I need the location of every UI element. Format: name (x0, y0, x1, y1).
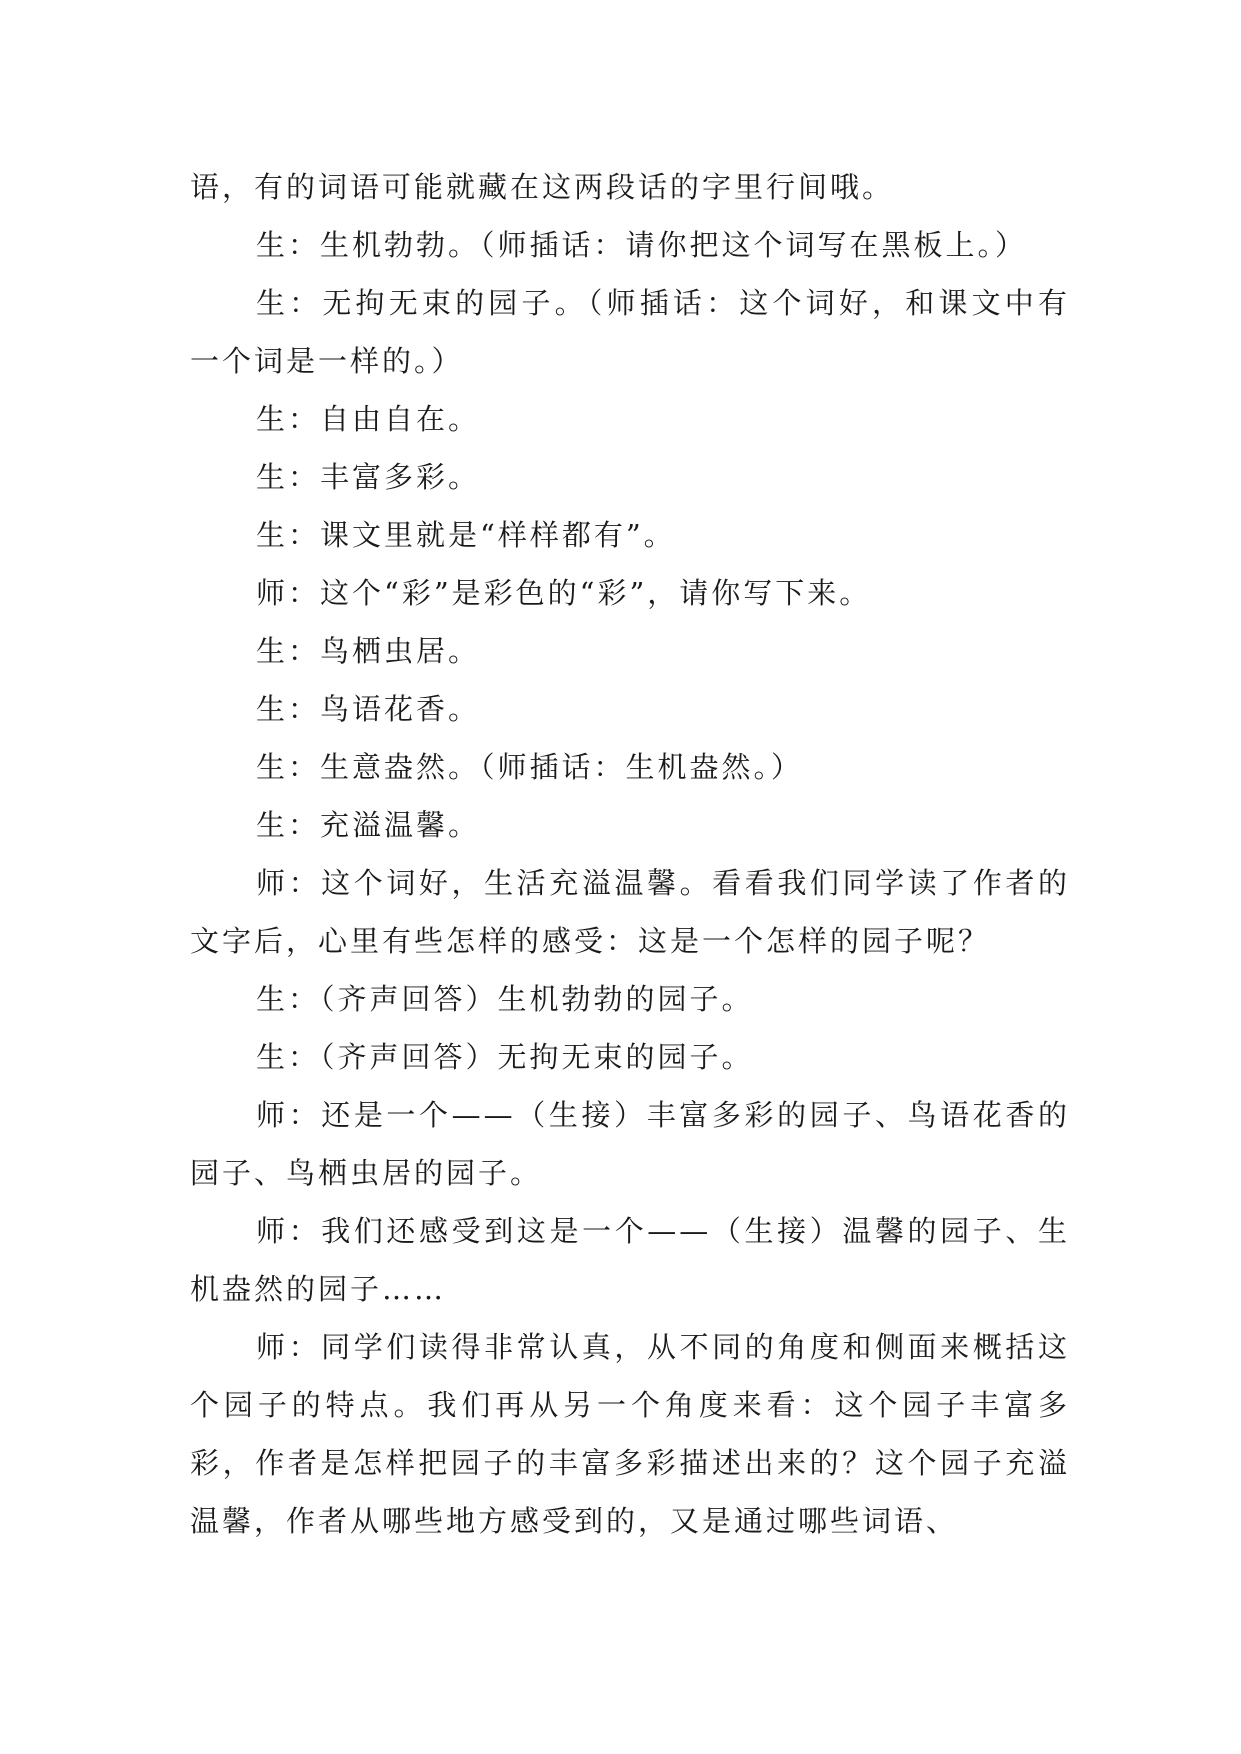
paragraph: 生：（齐声回答）无拘无束的园子。 (256, 1040, 754, 1074)
paragraph: 语，有的词语可能就藏在这两段话的字里行间哦。 (190, 170, 895, 204)
document-body (190, 158, 1070, 1550)
paragraph: 生：生机勃勃。（师插话：请你把这个词写在黑板上。） (256, 228, 1028, 262)
paragraph: 生：（齐声回答）生机勃勃的园子。 (256, 982, 754, 1016)
paragraph: 生：鸟栖虫居。 (256, 634, 481, 668)
paragraph: 生：课文里就是“样样都有”。 (256, 518, 676, 552)
paragraph: 生：鸟语花香。 (256, 692, 481, 726)
paragraph: 生：生意盎然。（师插话：生机盎然。） (256, 750, 804, 784)
paragraph: 师：这个词好，生活充溢温馨。看看我们同学读了作者的文字后，心里有些怎样的感受：这是一个怎样的园子呢？ (190, 866, 1070, 958)
paragraph: 生：充溢温馨。 (256, 808, 481, 842)
paragraph: 生：丰富多彩。 (256, 460, 481, 494)
paragraph: 师：我们还感受到这是一个——（生接）温馨的园子、生机盎然的园子…… (190, 1214, 1070, 1306)
paragraph: 生：自由自在。 (256, 402, 481, 436)
paragraph: 师：这个“彩”是彩色的“彩”，请你写下来。 (256, 576, 872, 610)
paragraph: 师：同学们读得非常认真，从不同的角度和侧面来概括这个园子的特点。我们再从另一个角度来看：这个园子丰富多彩，作者是怎样把园子的丰富多彩描述出来的？这个园子充溢温馨，作者从哪些地方感受到的，又是通过哪些词语、 (190, 1330, 1070, 1538)
paragraph: 生：无拘无束的园子。（师插话：这个词好，和课文中有一个词是一样的。） (190, 286, 1070, 378)
paragraph: 师：还是一个——（生接）丰富多彩的园子、鸟语花香的园子、鸟栖虫居的园子。 (190, 1098, 1070, 1190)
